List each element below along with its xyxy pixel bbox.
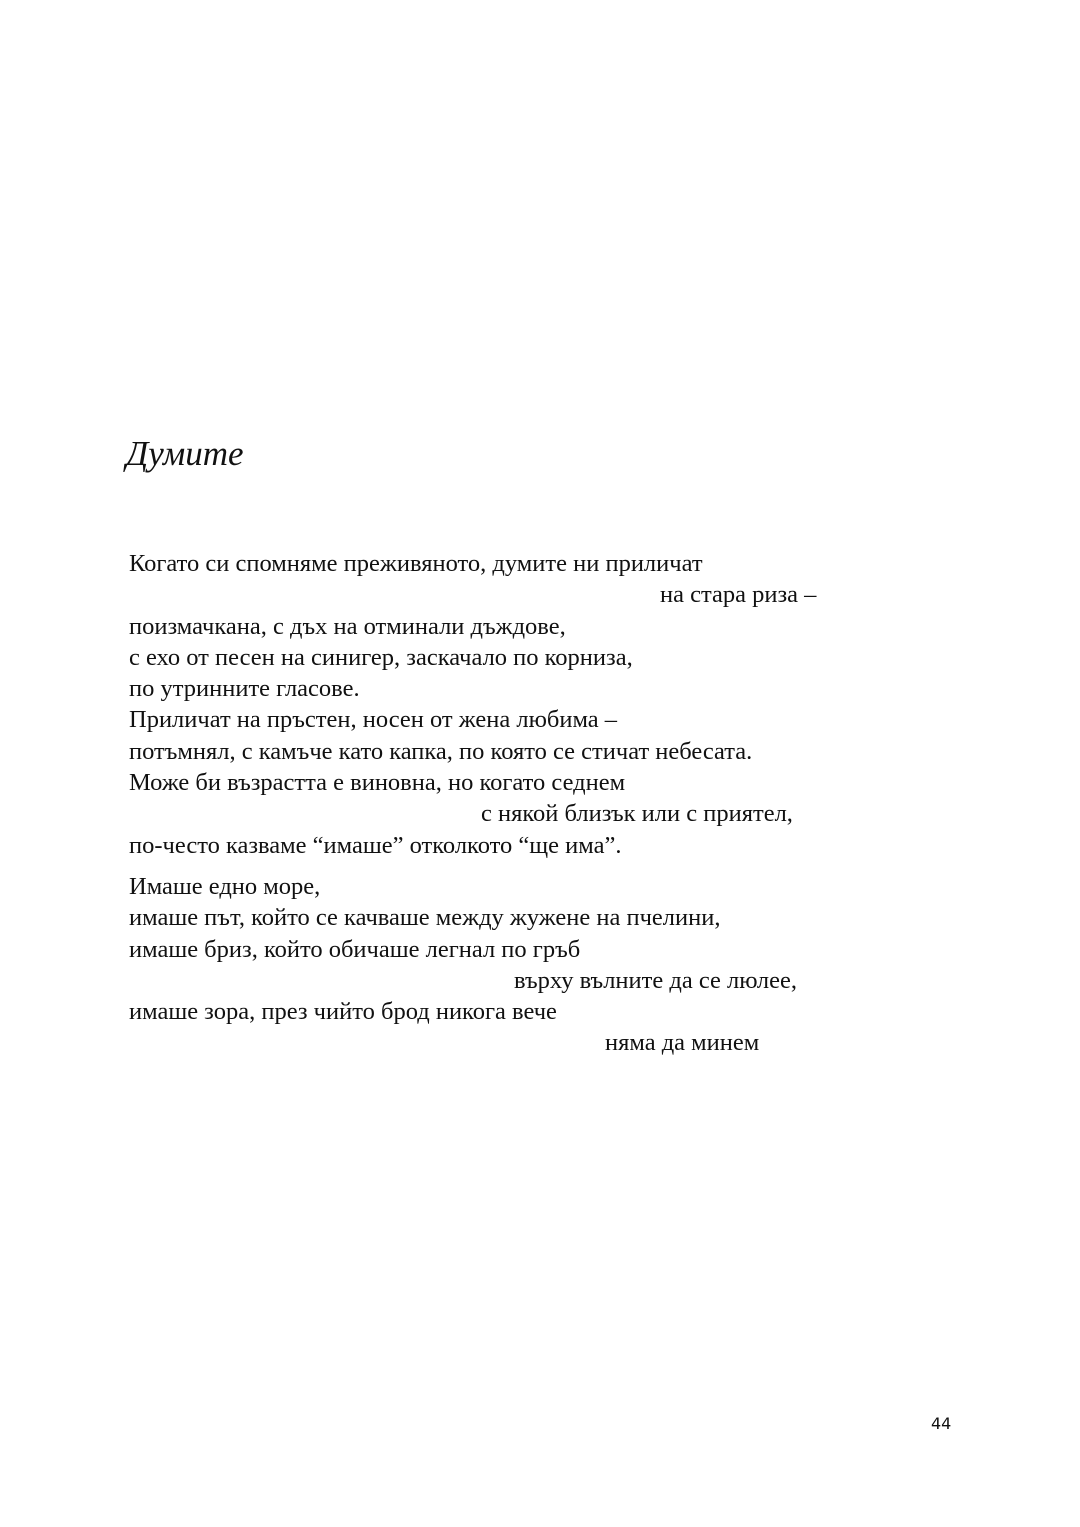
poem-line: Може би възрастта е виновна, но когато седнем: [129, 769, 626, 797]
poem-line-indented: върху вълните да се люлее,: [514, 966, 798, 994]
poem-line-indented: на стара риза –: [660, 581, 817, 609]
poem-line: Когато си спомняме преживяното, думите ни приличат: [129, 550, 703, 577]
poem-line: с ехо от песен на синигер, заскачало по корниза,: [129, 643, 633, 671]
poem-line-indented: няма да минем: [605, 1029, 760, 1057]
poem-line-indented: с някой близък или с приятел,: [481, 800, 793, 828]
stanza-1: [129, 548, 889, 861]
poem-body: [129, 548, 889, 1059]
poem-line: по-често казваме “имаше” отколкото “ще има”.: [129, 831, 622, 859]
poem-line: поизмачкана, с дъх на отминали дъждове,: [129, 612, 566, 640]
page-number: 44: [931, 1414, 952, 1433]
poem-line: Имаше едно море,: [129, 872, 321, 900]
poem-line: имаше зора, през чийто брод никога вече: [129, 998, 557, 1026]
poem-line: имаше път, който се качваше между жужене на пчелини,: [129, 904, 721, 932]
poem-line: имаше бриз, който обичаше легнал по гръб: [129, 935, 581, 963]
poem-line: по утринните гласове.: [129, 675, 360, 703]
poem-title: Думите: [126, 434, 244, 473]
stanza-2: [129, 871, 889, 1059]
poem-line: Приличат на пръстен, носен от жена любима –: [129, 706, 618, 734]
poem-line: потъмнял, с камъче като капка, по която се стичат небесата.: [129, 737, 753, 765]
